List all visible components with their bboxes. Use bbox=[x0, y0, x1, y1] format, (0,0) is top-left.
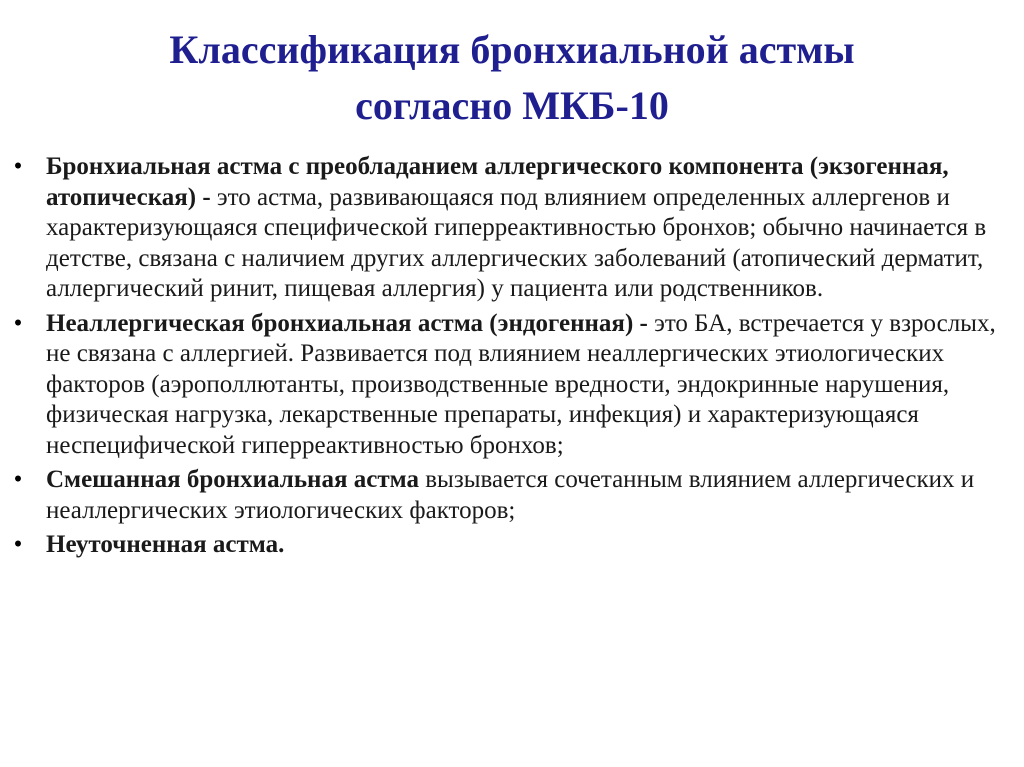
bullet-dot-icon: • bbox=[13, 153, 23, 180]
bullet-item-nonallergic bbox=[8, 309, 1008, 462]
bullet-dot-icon: • bbox=[13, 531, 23, 558]
bullet-item-allergic bbox=[8, 152, 1008, 305]
bullet-term: Бронхиальная астма с преобладанием аллергического компонента (экзогенная, атопическая) - bbox=[46, 153, 949, 211]
bullet-term: Неаллергическая бронхиальная астма (эндогенная) - bbox=[46, 309, 648, 337]
title-line-2: согласно МКБ-10 bbox=[355, 83, 669, 128]
bullet-dot-icon: • bbox=[13, 309, 23, 337]
bullet-term: Смешанная бронхиальная астма bbox=[46, 466, 419, 493]
bullet-dot-icon: • bbox=[13, 466, 23, 493]
bullet-item-mixed bbox=[8, 465, 1008, 526]
bullet-description: вызывается сочетанным влиянием аллергических и неаллергических этиологических факторов; bbox=[46, 466, 975, 524]
bullet-description: это астма, развивающаяся под влиянием определенных аллергенов и характеризующаяся специфической гиперреактивностью бронхов; обычно начинается в детстве, связана с наличием других аллергических заболеваний (атопический дерматит, аллергический ринит, пищевая аллергия) у пациента или родственников. bbox=[46, 183, 987, 302]
bullet-list bbox=[8, 152, 1008, 565]
bullet-item-unspecified bbox=[8, 530, 1008, 561]
bullet-term: Неуточненная астма. bbox=[46, 531, 285, 558]
title-line-1: Классификация бронхиальной астмы bbox=[169, 27, 855, 72]
bullet-description: это БА, встречается у взрослых, не связана с аллергией. Развивается под влиянием неаллергических этиологических факторов (аэрополлютанты, производственные вредности, эндокринные нарушения, физическая нагрузка, лекарственные препараты, инфекция) и характеризующаяся неспецифической гиперреактивностью бронхов; bbox=[46, 309, 996, 459]
slide-title bbox=[60, 22, 964, 134]
